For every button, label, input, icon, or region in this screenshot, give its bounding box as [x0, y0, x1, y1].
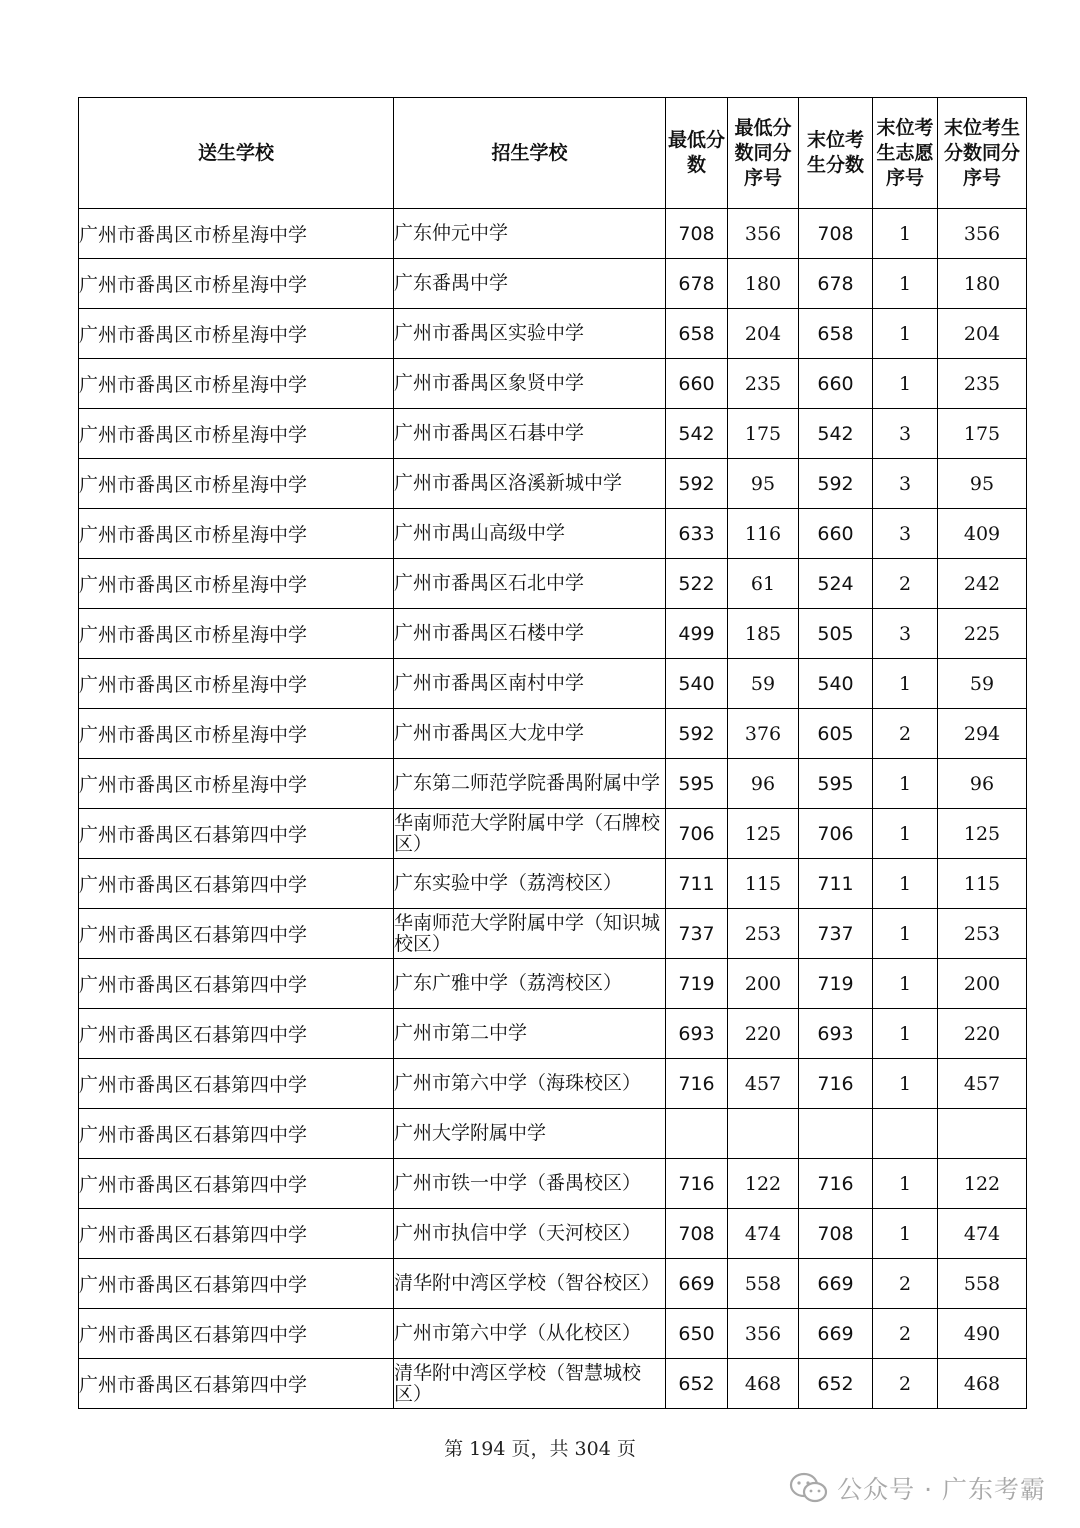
last-score-cell: 719 [799, 959, 873, 1009]
send-school-cell: 广州市番禺区市桥星海中学 [79, 409, 394, 459]
table-row [79, 1009, 1027, 1059]
recv-school-cell: 广州市第六中学（海珠校区） [394, 1059, 666, 1109]
header-last-score: 末位考生分数 [799, 98, 873, 209]
table-row [79, 1209, 1027, 1259]
last-score-cell: 708 [799, 1209, 873, 1259]
table-row [79, 1109, 1027, 1159]
wechat-icon [789, 1472, 829, 1504]
min-score-cell: 669 [666, 1259, 728, 1309]
min-score-cell: 719 [666, 959, 728, 1009]
table-row [79, 909, 1027, 959]
last-score-cell [799, 1109, 873, 1159]
admission-table [78, 97, 1027, 1409]
min-score-rank-cell: 95 [728, 459, 799, 509]
last-wish-cell: 1 [873, 1159, 938, 1209]
min-score-rank-cell: 96 [728, 759, 799, 809]
table-row [79, 459, 1027, 509]
min-score-cell: 592 [666, 459, 728, 509]
table-row [79, 1359, 1027, 1409]
recv-school-cell: 广州市执信中学（天河校区） [394, 1209, 666, 1259]
min-score-cell: 522 [666, 559, 728, 609]
table-row [79, 659, 1027, 709]
last-wish-cell: 1 [873, 1009, 938, 1059]
last-rank-cell: 558 [938, 1259, 1027, 1309]
last-rank-cell: 356 [938, 209, 1027, 259]
last-rank-cell: 253 [938, 909, 1027, 959]
recv-school-cell: 广东第二师范学院番禺附属中学 [394, 759, 666, 809]
min-score-rank-cell: 59 [728, 659, 799, 709]
last-wish-cell: 1 [873, 659, 938, 709]
last-score-cell: 592 [799, 459, 873, 509]
min-score-rank-cell [728, 1109, 799, 1159]
send-school-cell: 广州市番禺区石碁第四中学 [79, 859, 394, 909]
table-row [79, 409, 1027, 459]
header-recv-school: 招生学校 [394, 98, 666, 209]
recv-school-cell: 华南师范大学附属中学（知识城校区） [394, 909, 666, 959]
min-score-cell: 716 [666, 1159, 728, 1209]
table-row [79, 809, 1027, 859]
table-row [79, 259, 1027, 309]
last-score-cell: 716 [799, 1059, 873, 1109]
last-rank-cell: 204 [938, 309, 1027, 359]
last-rank-cell: 59 [938, 659, 1027, 709]
last-wish-cell: 1 [873, 859, 938, 909]
last-wish-cell: 1 [873, 359, 938, 409]
last-rank-cell: 96 [938, 759, 1027, 809]
last-score-cell: 524 [799, 559, 873, 609]
min-score-cell: 542 [666, 409, 728, 459]
last-score-cell: 678 [799, 259, 873, 309]
last-rank-cell: 122 [938, 1159, 1027, 1209]
last-wish-cell: 2 [873, 1359, 938, 1409]
min-score-cell: 678 [666, 259, 728, 309]
last-rank-cell: 235 [938, 359, 1027, 409]
last-score-cell: 737 [799, 909, 873, 959]
last-score-cell: 658 [799, 309, 873, 359]
recv-school-cell: 广州市番禺区石楼中学 [394, 609, 666, 659]
min-score-rank-cell: 468 [728, 1359, 799, 1409]
min-score-rank-cell: 61 [728, 559, 799, 609]
last-wish-cell: 1 [873, 1209, 938, 1259]
recv-school-cell: 广州市番禺区南村中学 [394, 659, 666, 709]
last-rank-cell: 294 [938, 709, 1027, 759]
header-last-rank: 末位考生分数同分序号 [938, 98, 1027, 209]
last-rank-cell: 175 [938, 409, 1027, 459]
last-rank-cell: 115 [938, 859, 1027, 909]
min-score-rank-cell: 116 [728, 509, 799, 559]
min-score-rank-cell: 220 [728, 1009, 799, 1059]
min-score-rank-cell: 115 [728, 859, 799, 909]
recv-school-cell: 华南师范大学附属中学（石牌校区） [394, 809, 666, 859]
last-score-cell: 505 [799, 609, 873, 659]
send-school-cell: 广州市番禺区市桥星海中学 [79, 759, 394, 809]
min-score-cell: 633 [666, 509, 728, 559]
min-score-cell: 711 [666, 859, 728, 909]
table-row [79, 359, 1027, 409]
min-score-cell: 716 [666, 1059, 728, 1109]
last-wish-cell: 3 [873, 459, 938, 509]
send-school-cell: 广州市番禺区石碁第四中学 [79, 1359, 394, 1409]
min-score-rank-cell: 253 [728, 909, 799, 959]
header-row [79, 98, 1027, 209]
last-rank-cell: 242 [938, 559, 1027, 609]
recv-school-cell: 广州市第二中学 [394, 1009, 666, 1059]
watermark [789, 1468, 1046, 1508]
table-row [79, 509, 1027, 559]
send-school-cell: 广州市番禺区市桥星海中学 [79, 559, 394, 609]
send-school-cell: 广州市番禺区石碁第四中学 [79, 1109, 394, 1159]
last-wish-cell: 1 [873, 809, 938, 859]
last-wish-cell: 2 [873, 1309, 938, 1359]
header-send-school: 送生学校 [79, 98, 394, 209]
send-school-cell: 广州市番禺区石碁第四中学 [79, 1309, 394, 1359]
last-rank-cell: 95 [938, 459, 1027, 509]
last-score-cell: 652 [799, 1359, 873, 1409]
min-score-rank-cell: 185 [728, 609, 799, 659]
watermark-text: 公众号 · 广东考霸 [837, 1475, 1046, 1504]
send-school-cell: 广州市番禺区石碁第四中学 [79, 1009, 394, 1059]
last-wish-cell [873, 1109, 938, 1159]
min-score-rank-cell: 122 [728, 1159, 799, 1209]
min-score-cell [666, 1109, 728, 1159]
last-wish-cell: 3 [873, 509, 938, 559]
recv-school-cell: 广州大学附属中学 [394, 1109, 666, 1159]
recv-school-cell: 清华附中湾区学校（智谷校区） [394, 1259, 666, 1309]
last-wish-cell: 1 [873, 1059, 938, 1109]
recv-school-cell: 广东仲元中学 [394, 209, 666, 259]
min-score-cell: 592 [666, 709, 728, 759]
send-school-cell: 广州市番禺区石碁第四中学 [79, 1059, 394, 1109]
last-wish-cell: 1 [873, 759, 938, 809]
table-row [79, 609, 1027, 659]
recv-school-cell: 广东实验中学（荔湾校区） [394, 859, 666, 909]
send-school-cell: 广州市番禺区市桥星海中学 [79, 309, 394, 359]
last-rank-cell: 474 [938, 1209, 1027, 1259]
min-score-rank-cell: 356 [728, 209, 799, 259]
recv-school-cell: 广州市番禺区大龙中学 [394, 709, 666, 759]
min-score-cell: 650 [666, 1309, 728, 1359]
send-school-cell: 广州市番禺区市桥星海中学 [79, 259, 394, 309]
min-score-rank-cell: 558 [728, 1259, 799, 1309]
last-rank-cell: 468 [938, 1359, 1027, 1409]
send-school-cell: 广州市番禺区市桥星海中学 [79, 659, 394, 709]
last-score-cell: 711 [799, 859, 873, 909]
min-score-cell: 737 [666, 909, 728, 959]
send-school-cell: 广州市番禺区石碁第四中学 [79, 959, 394, 1009]
last-rank-cell: 490 [938, 1309, 1027, 1359]
table-row [79, 1159, 1027, 1209]
last-rank-cell [938, 1109, 1027, 1159]
last-wish-cell: 3 [873, 409, 938, 459]
last-score-cell: 708 [799, 209, 873, 259]
last-score-cell: 706 [799, 809, 873, 859]
header-last-wish: 末位考生志愿序号 [873, 98, 938, 209]
send-school-cell: 广州市番禺区市桥星海中学 [79, 209, 394, 259]
last-rank-cell: 125 [938, 809, 1027, 859]
last-wish-cell: 3 [873, 609, 938, 659]
header-min-score: 最低分数 [666, 98, 728, 209]
table-row [79, 559, 1027, 609]
page-number: 第 194 页，共 304 页 [444, 1438, 636, 1460]
min-score-cell: 693 [666, 1009, 728, 1059]
recv-school-cell: 广州市番禺区石北中学 [394, 559, 666, 609]
min-score-rank-cell: 474 [728, 1209, 799, 1259]
min-score-cell: 499 [666, 609, 728, 659]
last-score-cell: 542 [799, 409, 873, 459]
recv-school-cell: 广州市第六中学（从化校区） [394, 1309, 666, 1359]
last-rank-cell: 220 [938, 1009, 1027, 1059]
last-wish-cell: 1 [873, 909, 938, 959]
last-wish-cell: 1 [873, 309, 938, 359]
table-row [79, 759, 1027, 809]
recv-school-cell: 广州市番禺区实验中学 [394, 309, 666, 359]
last-rank-cell: 180 [938, 259, 1027, 309]
table-row [79, 859, 1027, 909]
min-score-cell: 658 [666, 309, 728, 359]
recv-school-cell: 广州市禺山高级中学 [394, 509, 666, 559]
min-score-cell: 706 [666, 809, 728, 859]
min-score-cell: 708 [666, 1209, 728, 1259]
last-score-cell: 669 [799, 1259, 873, 1309]
send-school-cell: 广州市番禺区市桥星海中学 [79, 459, 394, 509]
table-row [79, 309, 1027, 359]
min-score-rank-cell: 356 [728, 1309, 799, 1359]
send-school-cell: 广州市番禺区石碁第四中学 [79, 809, 394, 859]
last-wish-cell: 2 [873, 1259, 938, 1309]
recv-school-cell: 广州市番禺区石碁中学 [394, 409, 666, 459]
min-score-cell: 652 [666, 1359, 728, 1409]
min-score-rank-cell: 175 [728, 409, 799, 459]
min-score-rank-cell: 376 [728, 709, 799, 759]
min-score-cell: 540 [666, 659, 728, 709]
min-score-rank-cell: 457 [728, 1059, 799, 1109]
last-score-cell: 540 [799, 659, 873, 709]
table-row [79, 1059, 1027, 1109]
send-school-cell: 广州市番禺区市桥星海中学 [79, 509, 394, 559]
min-score-cell: 660 [666, 359, 728, 409]
last-rank-cell: 457 [938, 1059, 1027, 1109]
send-school-cell: 广州市番禺区市桥星海中学 [79, 359, 394, 409]
last-score-cell: 605 [799, 709, 873, 759]
min-score-rank-cell: 125 [728, 809, 799, 859]
min-score-rank-cell: 180 [728, 259, 799, 309]
table-row [79, 959, 1027, 1009]
send-school-cell: 广州市番禺区市桥星海中学 [79, 609, 394, 659]
last-score-cell: 716 [799, 1159, 873, 1209]
send-school-cell: 广州市番禺区石碁第四中学 [79, 1259, 394, 1309]
table-row [79, 209, 1027, 259]
recv-school-cell: 广州市铁一中学（番禺校区） [394, 1159, 666, 1209]
table-row [79, 709, 1027, 759]
send-school-cell: 广州市番禺区石碁第四中学 [79, 909, 394, 959]
recv-school-cell: 广州市番禺区象贤中学 [394, 359, 666, 409]
recv-school-cell: 广东番禺中学 [394, 259, 666, 309]
min-score-rank-cell: 200 [728, 959, 799, 1009]
last-rank-cell: 200 [938, 959, 1027, 1009]
last-score-cell: 660 [799, 359, 873, 409]
recv-school-cell: 广州市番禺区洛溪新城中学 [394, 459, 666, 509]
last-wish-cell: 1 [873, 959, 938, 1009]
table-row [79, 1309, 1027, 1359]
min-score-rank-cell: 235 [728, 359, 799, 409]
table-row [79, 1259, 1027, 1309]
recv-school-cell: 清华附中湾区学校（智慧城校区） [394, 1359, 666, 1409]
last-wish-cell: 1 [873, 209, 938, 259]
last-score-cell: 660 [799, 509, 873, 559]
last-score-cell: 669 [799, 1309, 873, 1359]
recv-school-cell: 广东广雅中学（荔湾校区） [394, 959, 666, 1009]
last-rank-cell: 225 [938, 609, 1027, 659]
last-wish-cell: 1 [873, 259, 938, 309]
min-score-rank-cell: 204 [728, 309, 799, 359]
min-score-cell: 708 [666, 209, 728, 259]
last-wish-cell: 2 [873, 559, 938, 609]
header-min-score-rank: 最低分数同分序号 [728, 98, 799, 209]
send-school-cell: 广州市番禺区石碁第四中学 [79, 1159, 394, 1209]
send-school-cell: 广州市番禺区市桥星海中学 [79, 709, 394, 759]
last-score-cell: 693 [799, 1009, 873, 1059]
last-rank-cell: 409 [938, 509, 1027, 559]
last-wish-cell: 2 [873, 709, 938, 759]
send-school-cell: 广州市番禺区石碁第四中学 [79, 1209, 394, 1259]
min-score-cell: 595 [666, 759, 728, 809]
table-body [79, 209, 1027, 1409]
last-score-cell: 595 [799, 759, 873, 809]
